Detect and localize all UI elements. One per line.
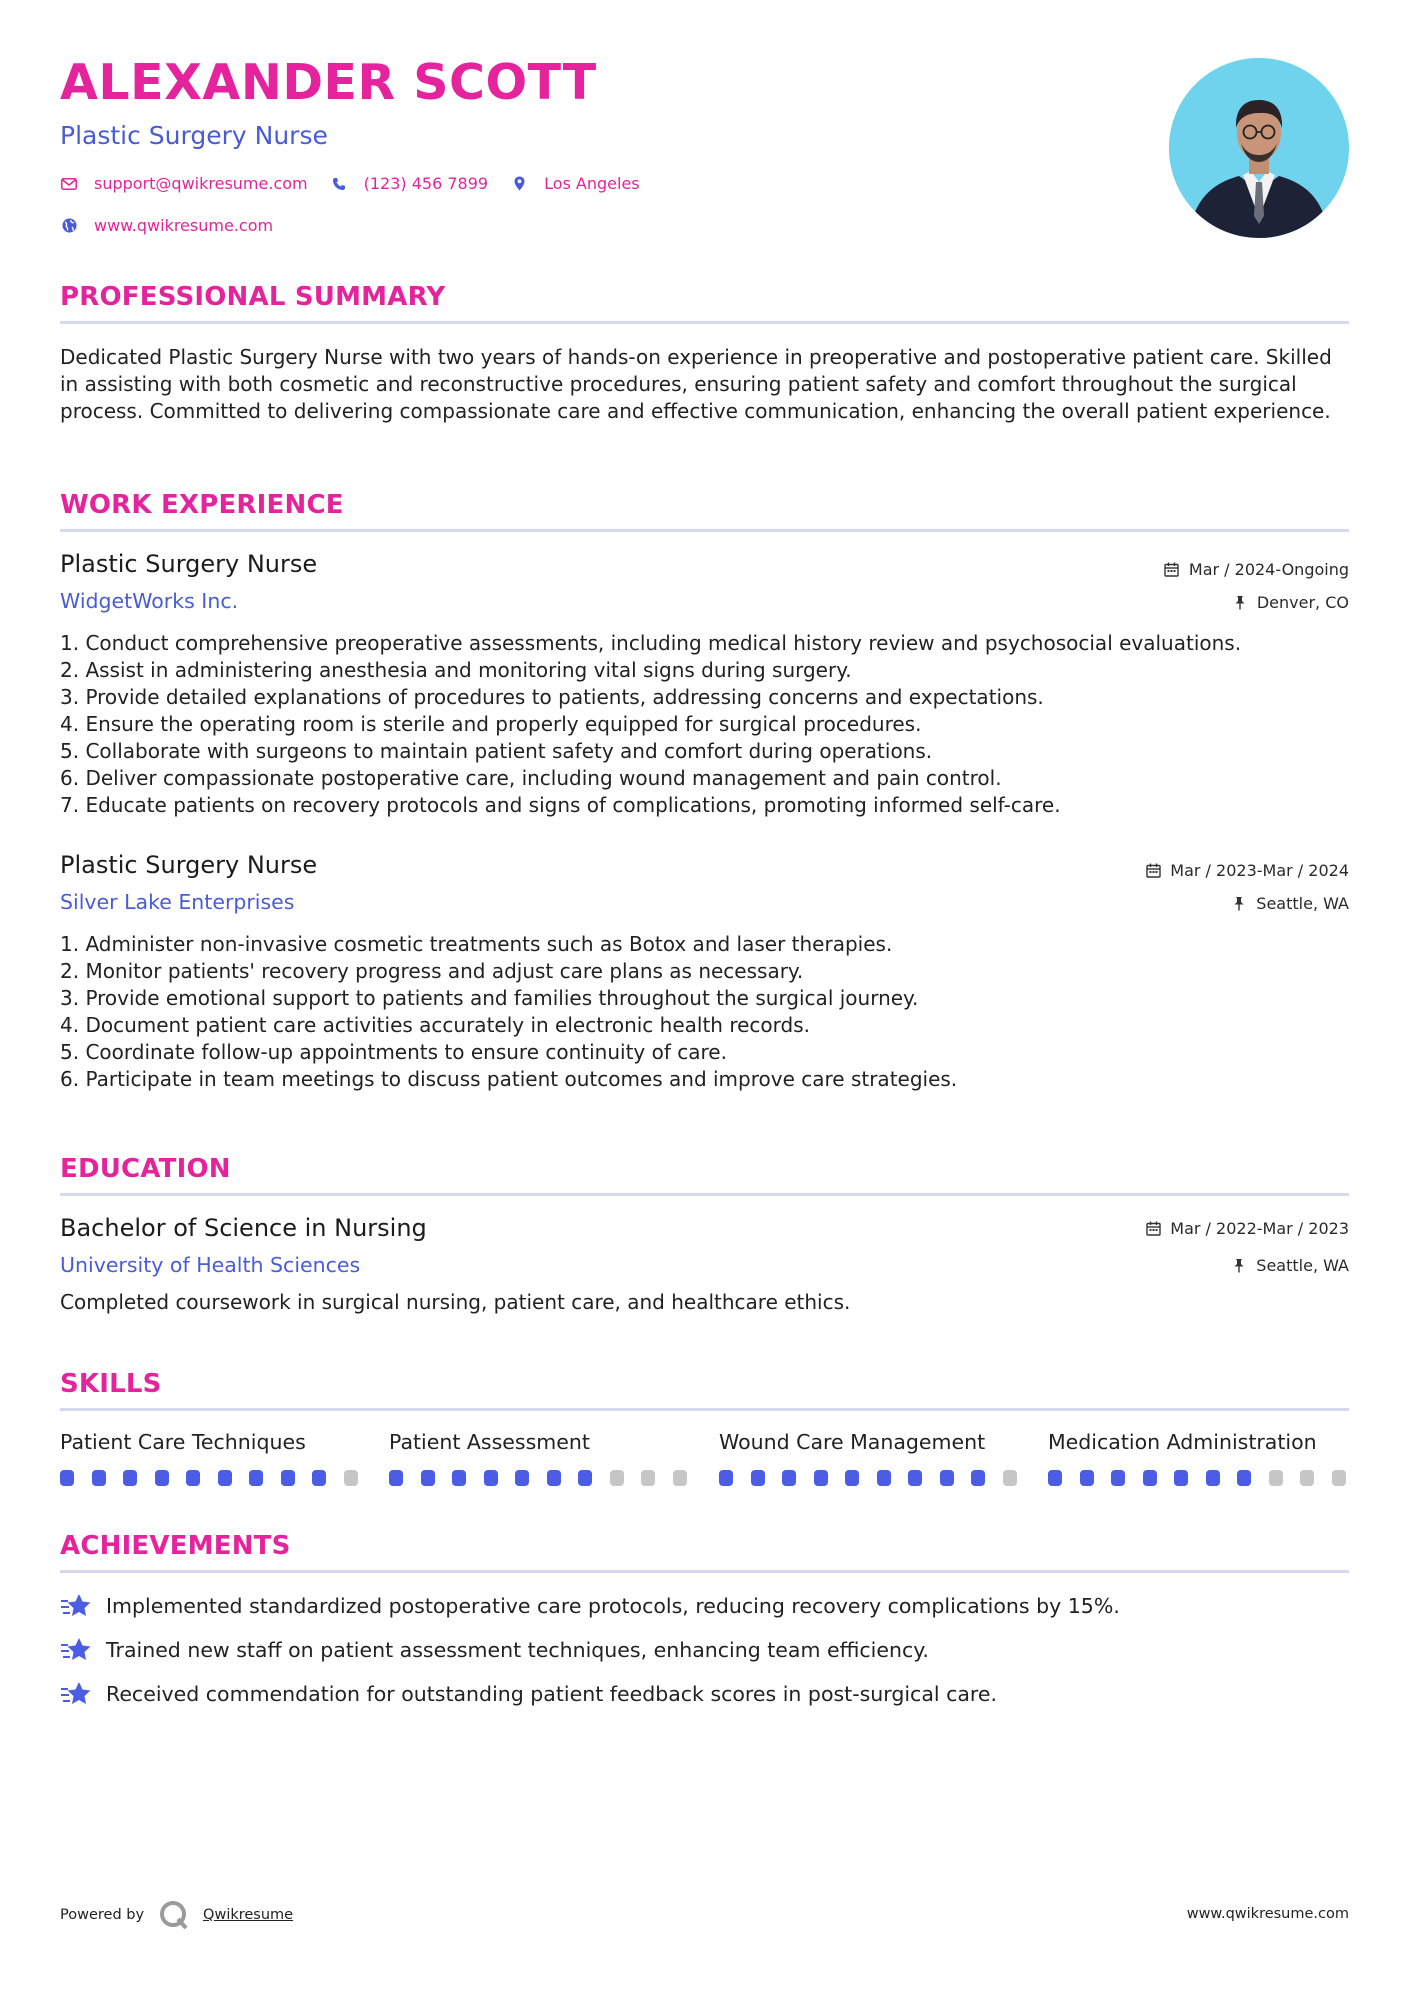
rating-dot-filled — [751, 1470, 765, 1486]
rating-dot-filled — [940, 1470, 954, 1486]
skill-item — [1048, 1430, 1348, 1454]
job-dates — [1145, 861, 1349, 880]
company-name: Silver Lake Enterprises — [60, 890, 295, 914]
brand-link[interactable]: Qwikresume — [203, 1907, 294, 1923]
skills-heading: SKILLS — [60, 1369, 162, 1399]
rating-dot-filled — [421, 1470, 435, 1486]
rating-dot-filled — [1111, 1470, 1125, 1486]
achievement-text: Received commendation for outstanding patient feedback scores in post-surgical care. — [106, 1682, 998, 1706]
rating-dot-filled — [1143, 1470, 1157, 1486]
skill-name: Patient Assessment — [389, 1430, 590, 1454]
skill-rating — [389, 1470, 704, 1486]
list-item: 3. Provide detailed explanations of procedures to patients, addressing concerns and expectations. — [60, 685, 1044, 709]
degree-title: Bachelor of Science in Nursing — [60, 1214, 427, 1242]
envelope-icon — [60, 175, 78, 193]
location-contact — [510, 174, 640, 193]
powered-by-label: Powered by — [60, 1907, 145, 1923]
map-pin-icon — [510, 175, 528, 193]
phone-icon — [330, 175, 348, 193]
rating-dot-empty — [344, 1470, 358, 1486]
location-text: Denver, CO — [1256, 593, 1349, 612]
summary-text: Dedicated Plastic Surgery Nurse with two years of hands-on experience in preoperative and postoperative patient care. Skilled in assisting with both cosmetic and reconstructive procedures, ensuring patient safety and comfort throughout the surgical process. Committed to delivering compassionate care and effective communication, enhancing the overall patient experience. — [60, 345, 1332, 423]
school-name: University of Health Sciences — [60, 1253, 361, 1277]
skill-name: Wound Care Management — [719, 1430, 986, 1454]
list-item: 2. Monitor patients' recovery progress and adjust care plans as necessary. — [60, 959, 804, 983]
star-icon — [60, 1636, 93, 1664]
job-location — [1232, 593, 1349, 612]
rating-dot-filled — [1206, 1470, 1220, 1486]
rating-dot-filled — [971, 1470, 985, 1486]
qwikresume-logo-icon — [159, 1900, 189, 1930]
rating-dot-filled — [782, 1470, 796, 1486]
company-name: WidgetWorks Inc. — [60, 589, 239, 613]
calendar-icon — [1164, 562, 1180, 578]
location-text: Seattle, WA — [1256, 1256, 1349, 1275]
education-description: Completed coursework in surgical nursing, patient care, and healthcare ethics. — [60, 1290, 851, 1314]
rating-dot-empty — [673, 1470, 687, 1486]
skill-item — [60, 1430, 360, 1454]
skill-rating — [1048, 1470, 1363, 1486]
job-title: Plastic Surgery Nurse — [60, 851, 318, 879]
rating-dot-filled — [186, 1470, 200, 1486]
education-location — [1231, 1256, 1349, 1275]
list-item: 1. Administer non-invasive cosmetic treatments such as Botox and laser therapies. — [60, 932, 893, 956]
footer-powered-by — [60, 1900, 293, 1930]
email-contact[interactable] — [60, 174, 308, 193]
rating-dot-filled — [814, 1470, 828, 1486]
pushpin-icon — [1232, 595, 1248, 611]
email-text: support@qwikresume.com — [94, 174, 308, 193]
rating-dot-empty — [1332, 1470, 1346, 1486]
achievement-item — [60, 1636, 929, 1664]
list-item: 5. Collaborate with surgeons to maintain patient safety and comfort during operations. — [60, 739, 933, 763]
rating-dot-empty — [1300, 1470, 1314, 1486]
achievement-item — [60, 1592, 1120, 1620]
skill-item — [389, 1430, 689, 1454]
rating-dot-filled — [1237, 1470, 1251, 1486]
phone-text: (123) 456 7899 — [363, 174, 489, 193]
rating-dot-filled — [92, 1470, 106, 1486]
location-text: Seattle, WA — [1256, 894, 1349, 913]
rating-dot-empty — [1269, 1470, 1283, 1486]
section-divider — [60, 529, 1349, 532]
achievements-heading: ACHIEVEMENTS — [60, 1531, 291, 1561]
section-divider — [60, 1570, 1349, 1573]
rating-dot-filled — [123, 1470, 137, 1486]
rating-dot-empty — [610, 1470, 624, 1486]
rating-dot-filled — [452, 1470, 466, 1486]
rating-dot-filled — [312, 1470, 326, 1486]
skill-item — [719, 1430, 1019, 1454]
rating-dot-filled — [845, 1470, 859, 1486]
rating-dot-empty — [1003, 1470, 1017, 1486]
rating-dot-filled — [281, 1470, 295, 1486]
rating-dot-filled — [155, 1470, 169, 1486]
rating-dot-filled — [484, 1470, 498, 1486]
skill-name: Patient Care Techniques — [60, 1430, 306, 1454]
dates-text: Mar / 2023-Mar / 2024 — [1170, 861, 1349, 880]
skill-name: Medication Administration — [1048, 1430, 1317, 1454]
rating-dot-empty — [641, 1470, 655, 1486]
section-divider — [60, 1408, 1349, 1411]
location-text: Los Angeles — [544, 174, 640, 193]
rating-dot-filled — [719, 1470, 733, 1486]
experience-heading: WORK EXPERIENCE — [60, 490, 344, 520]
candidate-role: Plastic Surgery Nurse — [60, 121, 328, 150]
pushpin-icon — [1231, 896, 1247, 912]
star-icon — [60, 1680, 93, 1708]
job-responsibilities — [60, 630, 1350, 819]
profile-photo — [1169, 58, 1349, 238]
list-item: 5. Coordinate follow-up appointments to ensure continuity of care. — [60, 1040, 727, 1064]
list-item: 4. Document patient care activities accurately in electronic health records. — [60, 1013, 810, 1037]
job-responsibilities — [60, 931, 1350, 1093]
list-item: 2. Assist in administering anesthesia and monitoring vital signs during surgery. — [60, 658, 852, 682]
calendar-icon — [1145, 863, 1161, 879]
rating-dot-filled — [218, 1470, 232, 1486]
list-item: 1. Conduct comprehensive preoperative assessments, including medical history review and psychosocial evaluations. — [60, 631, 1242, 655]
rating-dot-filled — [877, 1470, 891, 1486]
website-text: www.qwikresume.com — [94, 216, 274, 235]
list-item: 6. Participate in team meetings to discuss patient outcomes and improve care strategies. — [60, 1067, 958, 1091]
contact-row-primary — [60, 174, 662, 193]
dates-text: Mar / 2024-Ongoing — [1188, 560, 1349, 579]
achievement-text: Trained new staff on patient assessment techniques, enhancing team efficiency. — [106, 1638, 929, 1662]
globe-icon — [60, 217, 78, 235]
contact-row-secondary — [60, 216, 295, 235]
rating-dot-filled — [249, 1470, 263, 1486]
rating-dot-filled — [1048, 1470, 1062, 1486]
candidate-name: ALEXANDER SCOTT — [60, 54, 597, 111]
list-item: 4. Ensure the operating room is sterile and properly equipped for surgical procedures. — [60, 712, 922, 736]
achievement-text: Implemented standardized postoperative care protocols, reducing recovery complications by 15%. — [106, 1594, 1120, 1618]
section-divider — [60, 321, 1349, 324]
phone-contact[interactable] — [330, 174, 488, 193]
rating-dot-filled — [1174, 1470, 1188, 1486]
calendar-icon — [1145, 1221, 1161, 1237]
star-icon — [60, 1592, 93, 1620]
education-heading: EDUCATION — [60, 1154, 231, 1184]
dates-text: Mar / 2022-Mar / 2023 — [1170, 1219, 1349, 1238]
rating-dot-filled — [547, 1470, 561, 1486]
list-item: 6. Deliver compassionate postoperative care, including wound management and pain control. — [60, 766, 1002, 790]
skill-rating — [60, 1470, 375, 1486]
rating-dot-filled — [389, 1470, 403, 1486]
footer-url[interactable]: www.qwikresume.com — [1186, 1906, 1349, 1922]
pushpin-icon — [1231, 1258, 1247, 1274]
section-divider — [60, 1193, 1349, 1196]
rating-dot-filled — [515, 1470, 529, 1486]
education-dates — [1145, 1219, 1349, 1238]
job-title: Plastic Surgery Nurse — [60, 550, 318, 578]
summary-heading: PROFESSIONAL SUMMARY — [60, 282, 446, 312]
job-location — [1231, 894, 1349, 913]
rating-dot-filled — [1080, 1470, 1094, 1486]
list-item: 3. Provide emotional support to patients and families throughout the surgical journey. — [60, 986, 919, 1010]
rating-dot-filled — [908, 1470, 922, 1486]
rating-dot-filled — [578, 1470, 592, 1486]
rating-dot-filled — [60, 1470, 74, 1486]
job-dates — [1164, 560, 1349, 579]
website-contact[interactable] — [60, 216, 273, 235]
achievement-item — [60, 1680, 997, 1708]
list-item: 7. Educate patients on recovery protocols and signs of complications, promoting informed self-care. — [60, 793, 1061, 817]
skill-rating — [719, 1470, 1034, 1486]
